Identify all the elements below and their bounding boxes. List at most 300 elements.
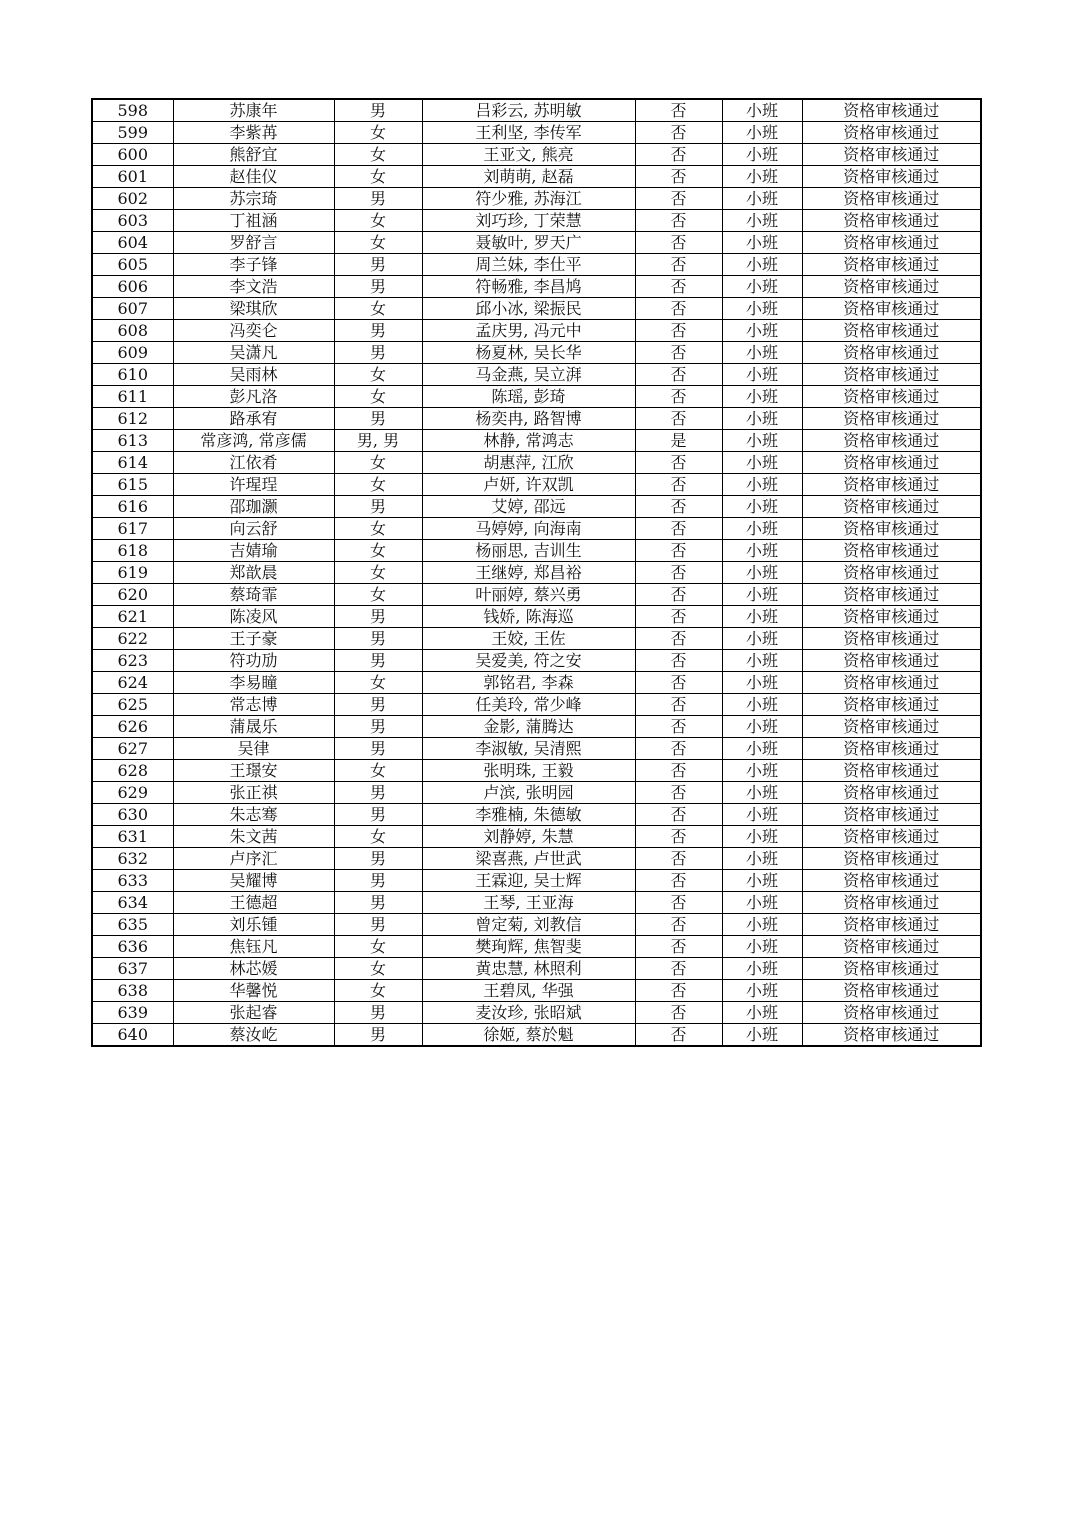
- cell-flag: 否: [635, 914, 722, 936]
- cell-parents: 叶丽婷, 蔡兴勇: [422, 584, 635, 606]
- cell-number: 611: [92, 386, 173, 408]
- cell-flag: 否: [635, 782, 722, 804]
- cell-class: 小班: [722, 210, 802, 232]
- table-row: [92, 540, 981, 562]
- table-row: [92, 760, 981, 782]
- cell-gender: 男: [334, 99, 422, 122]
- cell-child-name: 苏宗琦: [173, 188, 334, 210]
- cell-gender: 男: [334, 892, 422, 914]
- cell-child-name: 邵珈灏: [173, 496, 334, 518]
- cell-status: 资格审核通过: [802, 232, 981, 254]
- table-row: [92, 122, 981, 144]
- cell-flag: 否: [635, 452, 722, 474]
- table-row: [92, 99, 981, 122]
- cell-gender: 男: [334, 804, 422, 826]
- cell-status: 资格审核通过: [802, 408, 981, 430]
- cell-class: 小班: [722, 914, 802, 936]
- cell-child-name: 丁祖涵: [173, 210, 334, 232]
- cell-class: 小班: [722, 122, 802, 144]
- cell-child-name: 吴律: [173, 738, 334, 760]
- cell-flag: 否: [635, 672, 722, 694]
- cell-number: 631: [92, 826, 173, 848]
- cell-parents: 王利坚, 李传军: [422, 122, 635, 144]
- cell-number: 629: [92, 782, 173, 804]
- cell-class: 小班: [722, 980, 802, 1002]
- cell-flag: 否: [635, 650, 722, 672]
- cell-child-name: 江依肴: [173, 452, 334, 474]
- cell-gender: 女: [334, 760, 422, 782]
- cell-parents: 王姣, 王佐: [422, 628, 635, 650]
- cell-child-name: 李文浩: [173, 276, 334, 298]
- cell-number: 640: [92, 1024, 173, 1047]
- cell-status: 资格审核通过: [802, 188, 981, 210]
- cell-status: 资格审核通过: [802, 1002, 981, 1024]
- cell-parents: 杨夏林, 吴长华: [422, 342, 635, 364]
- cell-status: 资格审核通过: [802, 672, 981, 694]
- cell-flag: 否: [635, 892, 722, 914]
- cell-flag: 否: [635, 760, 722, 782]
- cell-flag: 否: [635, 364, 722, 386]
- cell-class: 小班: [722, 760, 802, 782]
- cell-class: 小班: [722, 848, 802, 870]
- table-row: [92, 650, 981, 672]
- cell-parents: 樊珣辉, 焦智斐: [422, 936, 635, 958]
- cell-gender: 男: [334, 320, 422, 342]
- cell-class: 小班: [722, 430, 802, 452]
- cell-status: 资格审核通过: [802, 958, 981, 980]
- cell-gender: 女: [334, 144, 422, 166]
- cell-parents: 吕彩云, 苏明敏: [422, 99, 635, 122]
- cell-child-name: 吴雨林: [173, 364, 334, 386]
- cell-child-name: 冯奕仑: [173, 320, 334, 342]
- cell-class: 小班: [722, 672, 802, 694]
- cell-gender: 男: [334, 738, 422, 760]
- table-row: [92, 1024, 981, 1047]
- cell-number: 615: [92, 474, 173, 496]
- cell-flag: 否: [635, 936, 722, 958]
- cell-child-name: 华馨悦: [173, 980, 334, 1002]
- cell-class: 小班: [722, 452, 802, 474]
- table-row: [92, 892, 981, 914]
- cell-number: 606: [92, 276, 173, 298]
- table-row: [92, 518, 981, 540]
- cell-number: 638: [92, 980, 173, 1002]
- cell-gender: 女: [334, 584, 422, 606]
- cell-gender: 男: [334, 650, 422, 672]
- cell-class: 小班: [722, 474, 802, 496]
- cell-child-name: 张正祺: [173, 782, 334, 804]
- cell-child-name: 罗舒言: [173, 232, 334, 254]
- cell-number: 622: [92, 628, 173, 650]
- cell-flag: 否: [635, 298, 722, 320]
- cell-child-name: 朱文茜: [173, 826, 334, 848]
- cell-class: 小班: [722, 716, 802, 738]
- cell-parents: 周兰妹, 李仕平: [422, 254, 635, 276]
- cell-status: 资格审核通过: [802, 386, 981, 408]
- table-row: [92, 958, 981, 980]
- cell-child-name: 吉婧瑜: [173, 540, 334, 562]
- cell-flag: 否: [635, 738, 722, 760]
- cell-class: 小班: [722, 408, 802, 430]
- table-body: [92, 99, 981, 1046]
- cell-parents: 王霖迎, 吴士辉: [422, 870, 635, 892]
- cell-child-name: 王璟安: [173, 760, 334, 782]
- cell-parents: 张明珠, 王毅: [422, 760, 635, 782]
- cell-status: 资格审核通过: [802, 1024, 981, 1047]
- cell-child-name: 常志博: [173, 694, 334, 716]
- table-row: [92, 914, 981, 936]
- cell-flag: 否: [635, 826, 722, 848]
- table-row: [92, 870, 981, 892]
- cell-number: 602: [92, 188, 173, 210]
- cell-gender: 男: [334, 408, 422, 430]
- cell-number: 605: [92, 254, 173, 276]
- cell-class: 小班: [722, 562, 802, 584]
- cell-child-name: 赵佳仪: [173, 166, 334, 188]
- cell-number: 626: [92, 716, 173, 738]
- cell-parents: 李雅楠, 朱德敏: [422, 804, 635, 826]
- cell-child-name: 郑歆晨: [173, 562, 334, 584]
- cell-gender: 男: [334, 694, 422, 716]
- cell-gender: 女: [334, 298, 422, 320]
- cell-gender: 女: [334, 122, 422, 144]
- cell-gender: 女: [334, 474, 422, 496]
- cell-child-name: 熊舒宜: [173, 144, 334, 166]
- cell-gender: 男: [334, 496, 422, 518]
- cell-number: 624: [92, 672, 173, 694]
- table-row: [92, 320, 981, 342]
- cell-flag: 否: [635, 716, 722, 738]
- cell-status: 资格审核通过: [802, 144, 981, 166]
- cell-flag: 否: [635, 408, 722, 430]
- cell-status: 资格审核通过: [802, 430, 981, 452]
- cell-child-name: 彭凡洛: [173, 386, 334, 408]
- cell-parents: 王琴, 王亚海: [422, 892, 635, 914]
- table-row: [92, 848, 981, 870]
- cell-flag: 否: [635, 386, 722, 408]
- cell-parents: 林静, 常鸿志: [422, 430, 635, 452]
- cell-flag: 否: [635, 122, 722, 144]
- cell-parents: 王继婷, 郑昌裕: [422, 562, 635, 584]
- cell-gender: 男: [334, 342, 422, 364]
- cell-number: 599: [92, 122, 173, 144]
- cell-number: 603: [92, 210, 173, 232]
- cell-flag: 否: [635, 496, 722, 518]
- cell-parents: 杨丽思, 吉训生: [422, 540, 635, 562]
- cell-number: 609: [92, 342, 173, 364]
- cell-parents: 艾婷, 邵远: [422, 496, 635, 518]
- cell-status: 资格审核通过: [802, 364, 981, 386]
- cell-class: 小班: [722, 99, 802, 122]
- cell-flag: 否: [635, 584, 722, 606]
- cell-child-name: 张起睿: [173, 1002, 334, 1024]
- table-row: [92, 452, 981, 474]
- cell-number: 630: [92, 804, 173, 826]
- cell-flag: 否: [635, 1024, 722, 1047]
- cell-status: 资格审核通过: [802, 760, 981, 782]
- cell-number: 621: [92, 606, 173, 628]
- cell-class: 小班: [722, 892, 802, 914]
- cell-gender: 女: [334, 958, 422, 980]
- cell-status: 资格审核通过: [802, 562, 981, 584]
- cell-status: 资格审核通过: [802, 496, 981, 518]
- cell-status: 资格审核通过: [802, 254, 981, 276]
- cell-child-name: 李子锋: [173, 254, 334, 276]
- cell-gender: 男: [334, 1024, 422, 1047]
- cell-gender: 女: [334, 210, 422, 232]
- cell-number: 601: [92, 166, 173, 188]
- cell-child-name: 蒲晟乐: [173, 716, 334, 738]
- cell-status: 资格审核通过: [802, 716, 981, 738]
- cell-status: 资格审核通过: [802, 452, 981, 474]
- cell-child-name: 刘乐锺: [173, 914, 334, 936]
- cell-class: 小班: [722, 496, 802, 518]
- cell-flag: 否: [635, 254, 722, 276]
- cell-number: 616: [92, 496, 173, 518]
- cell-gender: 女: [334, 232, 422, 254]
- cell-class: 小班: [722, 804, 802, 826]
- cell-class: 小班: [722, 738, 802, 760]
- cell-child-name: 苏康年: [173, 99, 334, 122]
- cell-class: 小班: [722, 320, 802, 342]
- table-row: [92, 716, 981, 738]
- cell-flag: 否: [635, 342, 722, 364]
- table-row: [92, 210, 981, 232]
- cell-parents: 黄忠慧, 林照利: [422, 958, 635, 980]
- cell-parents: 曾定菊, 刘教信: [422, 914, 635, 936]
- table-row: [92, 672, 981, 694]
- cell-parents: 孟庆男, 冯元中: [422, 320, 635, 342]
- cell-flag: 是: [635, 430, 722, 452]
- cell-number: 608: [92, 320, 173, 342]
- cell-parents: 徐姬, 蔡於魁: [422, 1024, 635, 1047]
- cell-parents: 陈瑶, 彭琦: [422, 386, 635, 408]
- cell-class: 小班: [722, 1024, 802, 1047]
- cell-parents: 王亚文, 熊亮: [422, 144, 635, 166]
- cell-parents: 杨奕冉, 路智博: [422, 408, 635, 430]
- table-row: [92, 166, 981, 188]
- cell-class: 小班: [722, 958, 802, 980]
- cell-flag: 否: [635, 540, 722, 562]
- cell-child-name: 蔡汝屹: [173, 1024, 334, 1047]
- cell-child-name: 李紫苒: [173, 122, 334, 144]
- cell-status: 资格审核通过: [802, 936, 981, 958]
- cell-parents: 麦汝珍, 张昭斌: [422, 1002, 635, 1024]
- cell-child-name: 吴潇凡: [173, 342, 334, 364]
- cell-number: 600: [92, 144, 173, 166]
- table-row: [92, 694, 981, 716]
- cell-flag: 否: [635, 804, 722, 826]
- cell-number: 618: [92, 540, 173, 562]
- cell-status: 资格审核通过: [802, 782, 981, 804]
- cell-child-name: 符功劢: [173, 650, 334, 672]
- table-row: [92, 738, 981, 760]
- cell-number: 634: [92, 892, 173, 914]
- table-row: [92, 386, 981, 408]
- cell-child-name: 路承宥: [173, 408, 334, 430]
- cell-class: 小班: [722, 936, 802, 958]
- cell-class: 小班: [722, 232, 802, 254]
- cell-parents: 符畅雅, 李昌鸠: [422, 276, 635, 298]
- cell-number: 627: [92, 738, 173, 760]
- table-row: [92, 496, 981, 518]
- cell-status: 资格审核通过: [802, 892, 981, 914]
- cell-parents: 卢妍, 许双凯: [422, 474, 635, 496]
- cell-parents: 聂敏叶, 罗天广: [422, 232, 635, 254]
- cell-child-name: 梁琪欣: [173, 298, 334, 320]
- cell-flag: 否: [635, 210, 722, 232]
- cell-flag: 否: [635, 144, 722, 166]
- cell-number: 612: [92, 408, 173, 430]
- cell-parents: 钱娇, 陈海巡: [422, 606, 635, 628]
- cell-flag: 否: [635, 606, 722, 628]
- table-row: [92, 408, 981, 430]
- cell-gender: 女: [334, 386, 422, 408]
- cell-flag: 否: [635, 628, 722, 650]
- cell-gender: 男: [334, 254, 422, 276]
- cell-gender: 男: [334, 870, 422, 892]
- cell-class: 小班: [722, 276, 802, 298]
- cell-class: 小班: [722, 364, 802, 386]
- cell-class: 小班: [722, 518, 802, 540]
- cell-class: 小班: [722, 782, 802, 804]
- cell-gender: 男, 男: [334, 430, 422, 452]
- cell-flag: 否: [635, 694, 722, 716]
- cell-child-name: 蔡琦霏: [173, 584, 334, 606]
- cell-child-name: 王子豪: [173, 628, 334, 650]
- cell-status: 资格审核通过: [802, 914, 981, 936]
- cell-number: 613: [92, 430, 173, 452]
- table-row: [92, 804, 981, 826]
- cell-status: 资格审核通过: [802, 342, 981, 364]
- cell-flag: 否: [635, 848, 722, 870]
- table-row: [92, 364, 981, 386]
- cell-flag: 否: [635, 518, 722, 540]
- cell-flag: 否: [635, 188, 722, 210]
- table-row: [92, 144, 981, 166]
- cell-number: 614: [92, 452, 173, 474]
- cell-child-name: 陈凌风: [173, 606, 334, 628]
- cell-number: 604: [92, 232, 173, 254]
- cell-gender: 男: [334, 848, 422, 870]
- cell-class: 小班: [722, 298, 802, 320]
- cell-child-name: 吴耀博: [173, 870, 334, 892]
- cell-parents: 卢滨, 张明园: [422, 782, 635, 804]
- cell-class: 小班: [722, 826, 802, 848]
- cell-status: 资格审核通过: [802, 99, 981, 122]
- cell-child-name: 许瑆珵: [173, 474, 334, 496]
- table-row: [92, 298, 981, 320]
- cell-parents: 王碧凤, 华强: [422, 980, 635, 1002]
- cell-gender: 女: [334, 166, 422, 188]
- cell-gender: 男: [334, 276, 422, 298]
- cell-parents: 刘静婷, 朱慧: [422, 826, 635, 848]
- table-row: [92, 980, 981, 1002]
- cell-status: 资格审核通过: [802, 848, 981, 870]
- cell-gender: 女: [334, 980, 422, 1002]
- cell-gender: 女: [334, 562, 422, 584]
- cell-status: 资格审核通过: [802, 804, 981, 826]
- table-row: [92, 562, 981, 584]
- cell-number: 610: [92, 364, 173, 386]
- cell-number: 632: [92, 848, 173, 870]
- table-row: [92, 1002, 981, 1024]
- cell-child-name: 向云舒: [173, 518, 334, 540]
- cell-number: 637: [92, 958, 173, 980]
- cell-number: 617: [92, 518, 173, 540]
- cell-flag: 否: [635, 232, 722, 254]
- cell-number: 636: [92, 936, 173, 958]
- cell-flag: 否: [635, 474, 722, 496]
- cell-status: 资格审核通过: [802, 298, 981, 320]
- cell-class: 小班: [722, 342, 802, 364]
- cell-status: 资格审核通过: [802, 628, 981, 650]
- cell-flag: 否: [635, 870, 722, 892]
- cell-status: 资格审核通过: [802, 738, 981, 760]
- cell-gender: 男: [334, 606, 422, 628]
- cell-number: 625: [92, 694, 173, 716]
- cell-status: 资格审核通过: [802, 474, 981, 496]
- table-row: [92, 782, 981, 804]
- applicant-table: [91, 98, 982, 1047]
- cell-child-name: 朱志骞: [173, 804, 334, 826]
- cell-flag: 否: [635, 276, 722, 298]
- cell-status: 资格审核通过: [802, 606, 981, 628]
- cell-status: 资格审核通过: [802, 584, 981, 606]
- cell-parents: 梁喜燕, 卢世武: [422, 848, 635, 870]
- cell-number: 639: [92, 1002, 173, 1024]
- cell-status: 资格审核通过: [802, 980, 981, 1002]
- cell-child-name: 常彦鸿, 常彦儒: [173, 430, 334, 452]
- cell-number: 620: [92, 584, 173, 606]
- cell-status: 资格审核通过: [802, 276, 981, 298]
- table-row: [92, 430, 981, 452]
- cell-parents: 郭铭君, 李森: [422, 672, 635, 694]
- cell-flag: 否: [635, 166, 722, 188]
- cell-status: 资格审核通过: [802, 650, 981, 672]
- cell-class: 小班: [722, 606, 802, 628]
- cell-number: 633: [92, 870, 173, 892]
- cell-number: 598: [92, 99, 173, 122]
- cell-number: 619: [92, 562, 173, 584]
- cell-gender: 男: [334, 782, 422, 804]
- cell-class: 小班: [722, 188, 802, 210]
- cell-flag: 否: [635, 1002, 722, 1024]
- table-row: [92, 628, 981, 650]
- cell-class: 小班: [722, 1002, 802, 1024]
- cell-gender: 女: [334, 936, 422, 958]
- cell-parents: 刘萌萌, 赵磊: [422, 166, 635, 188]
- cell-parents: 任美玲, 常少峰: [422, 694, 635, 716]
- table-row: [92, 606, 981, 628]
- cell-class: 小班: [722, 870, 802, 892]
- cell-class: 小班: [722, 166, 802, 188]
- cell-parents: 吴爱美, 符之安: [422, 650, 635, 672]
- cell-status: 资格审核通过: [802, 826, 981, 848]
- cell-class: 小班: [722, 386, 802, 408]
- table-row: [92, 188, 981, 210]
- cell-parents: 刘巧珍, 丁荣慧: [422, 210, 635, 232]
- cell-class: 小班: [722, 650, 802, 672]
- cell-class: 小班: [722, 694, 802, 716]
- cell-flag: 否: [635, 99, 722, 122]
- cell-status: 资格审核通过: [802, 694, 981, 716]
- cell-gender: 男: [334, 628, 422, 650]
- cell-gender: 女: [334, 452, 422, 474]
- cell-parents: 马婷婷, 向海南: [422, 518, 635, 540]
- table-row: [92, 342, 981, 364]
- cell-status: 资格审核通过: [802, 320, 981, 342]
